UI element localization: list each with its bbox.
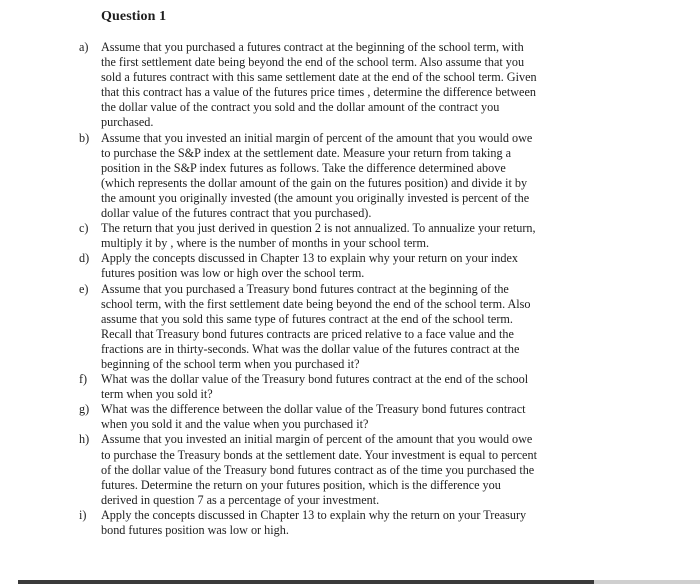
question-letter: f) [79, 372, 88, 387]
question-letter: h) [79, 432, 90, 447]
question-letter: b) [79, 130, 90, 145]
question-item-c [79, 221, 539, 251]
question-letter: c) [79, 221, 89, 236]
question-letter: e) [79, 281, 89, 296]
question-text: Assume that you invested an initial margin of percent of the amount that you would owe to purchase the Treasury bonds at the settlement date. Your investment is equal to percent of the dollar value of the Treasury bond futures contract as of the time you purchased the futures. Determine the return on your futures position, which is the difference you derived in question 7 as a percentage of your investment. [101, 432, 537, 507]
question-letter: a) [79, 40, 89, 54]
question-text: The return that you just derived in question 2 is not annualized. To annualize your return, multiply it by , where is the number of months in your school term. [101, 221, 536, 251]
question-list [79, 40, 539, 538]
question-letter: g) [79, 402, 90, 417]
question-item-f [79, 372, 539, 402]
question-text: Assume that you purchased a futures contract at the beginning of the school term, with the first settlement date being beyond the end of the school term. Also assume that you sold a futures contract with this same settlement date at the end of the school term. Given that this contract has a value of the futures price times , determine the difference between the dollar value of the contract you sold and the dollar amount of the contract you purchased. [101, 40, 537, 130]
bottom-divider-right [594, 580, 700, 584]
question-heading: Question 1 [101, 9, 167, 24]
question-text: Apply the concepts discussed in Chapter 13 to explain why the return on your Treasury bond futures position was low or high. [101, 507, 527, 537]
question-letter: d) [79, 251, 90, 266]
question-item-h [79, 432, 539, 507]
question-text: What was the dollar value of the Treasury bond futures contract at the end of the school term when you sold it? [101, 372, 529, 402]
question-item-i [79, 508, 539, 538]
question-text: Apply the concepts discussed in Chapter 13 to explain why your return on your index futures position was low or high over the school term. [101, 251, 518, 281]
question-item-e [79, 282, 539, 373]
question-text: Assume that you invested an initial margin of percent of the amount that you would owe to purchase the S&P index at the settlement date. Measure your return from taking a position in the S&P index futures as follows. Take the difference determined above (which represents the dollar amount of the gain on the futures position) and divide it by the amount you originally invested (the amount you originally invested is percent of the dollar value of the futures contract that you purchased). [101, 130, 533, 221]
bottom-divider [18, 580, 594, 584]
question-item-a [79, 40, 539, 131]
question-letter: i) [79, 507, 87, 522]
question-item-g [79, 402, 539, 432]
question-item-b [79, 131, 539, 222]
question-item-d [79, 251, 539, 281]
question-text: Assume that you purchased a Treasury bond futures contract at the beginning of the school term, with the first settlement date being beyond the end of the school term. Also assume that you sold this same type of futures contract at the end of the school term. Recall that Treasury bond futures contracts are priced relative to a face value and the fractions are in thirty-seconds. What was the dollar value of the futures contract at the beginning of the school term when you purchased it? [101, 281, 531, 371]
question-text: What was the difference between the dollar value of the Treasury bond futures contract when you sold it and the value when you purchased it? [101, 402, 526, 432]
